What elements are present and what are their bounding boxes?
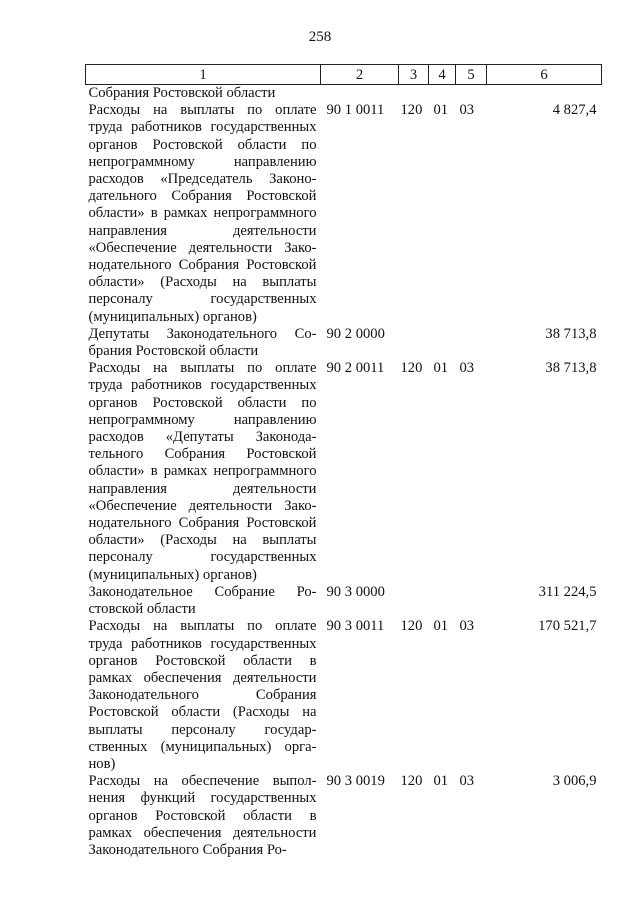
- continuation-row: [86, 85, 602, 103]
- row-name: Расходы на выплаты по оплате труда работников государственных органов Ростовской области по непрограммному направлению расходов «Председатель Законодательного Собрания Ростовской области» в рамках непрограммного направления деятельности «Обеспечение деятельности Законодательного Собрания Ростовской области» (Расходы на выплаты персоналу государственных (муниципальных) органов): [88, 102, 317, 325]
- column-header-code: 2: [321, 65, 399, 85]
- table-row: [86, 618, 602, 773]
- row-name: Собрания Ростовской области: [88, 85, 276, 101]
- row-name: Расходы на обеспечение выполнения функций государственных органов Ростовской области в рамках обеспечения деятельности Законодательного Собрания Ро-: [88, 773, 317, 858]
- column-header-vr: 3: [399, 65, 429, 85]
- row-pr: 03: [459, 618, 475, 635]
- row-rz: 01: [433, 773, 449, 790]
- row-pr: [456, 326, 487, 360]
- row-code: 90 3 0011: [326, 618, 385, 635]
- table-row: [86, 773, 602, 859]
- row-code: 90 3 0000: [326, 583, 385, 600]
- table-row: [86, 102, 602, 326]
- row-code: 90 2 0000: [326, 325, 385, 342]
- row-vr: 120: [400, 773, 423, 790]
- row-name: Депутаты Законодательного Собрания Ростовской области: [88, 325, 317, 360]
- budget-table: [85, 64, 602, 859]
- row-name: Расходы на выплаты по оплате труда работников государственных органов Ростовской области в рамках обеспечения деятельности Законодательного Собрания Ростовской области (Расходы на выплаты персоналу государственных (муниципальных) органов): [88, 618, 317, 772]
- row-sum: 38 713,8: [545, 325, 597, 342]
- row-sum: 311 224,5: [538, 583, 597, 600]
- column-header-sum: 6: [487, 65, 602, 85]
- row-vr: 120: [400, 618, 423, 635]
- row-rz: 01: [433, 360, 449, 377]
- row-code: 90 2 0011: [326, 360, 385, 377]
- row-code: 90 1 0011: [326, 102, 385, 119]
- row-pr: 03: [459, 360, 475, 377]
- row-sum: 38 713,8: [545, 360, 597, 377]
- page-number: 258: [308, 29, 332, 45]
- row-vr: 120: [400, 360, 423, 377]
- column-header-pr: 5: [456, 65, 487, 85]
- row-code: 90 3 0019: [326, 773, 385, 790]
- row-vr: [399, 584, 429, 618]
- column-header-rz: 4: [429, 65, 456, 85]
- row-pr: 03: [459, 102, 475, 119]
- row-vr: 120: [400, 102, 423, 119]
- column-header-name: 1: [86, 65, 321, 85]
- table-row: [86, 584, 602, 618]
- row-vr: [399, 326, 429, 360]
- row-rz: [429, 326, 456, 360]
- row-pr: 03: [459, 773, 475, 790]
- row-rz: 01: [433, 618, 449, 635]
- table-header-row: [86, 65, 602, 85]
- row-name: Законодательное Собрание Ростовской области: [88, 583, 317, 618]
- row-rz: [429, 584, 456, 618]
- row-sum: 3 006,9: [552, 773, 597, 790]
- row-pr: [456, 584, 487, 618]
- row-sum: 4 827,4: [552, 102, 597, 119]
- table-row: [86, 360, 602, 584]
- row-rz: 01: [433, 102, 449, 119]
- row-name: Расходы на выплаты по оплате труда работников государственных органов Ростовской области по непрограммному направлению расходов «Депутаты Законодательного Собрания Ростовской области» в рамках непрограммного направления деятельности «Обеспечение деятельности Законодательного Собрания Ростовской области» (Расходы на выплаты персоналу государственных (муниципальных) органов): [88, 360, 317, 583]
- row-sum: 170 521,7: [538, 618, 597, 635]
- table-row: [86, 326, 602, 360]
